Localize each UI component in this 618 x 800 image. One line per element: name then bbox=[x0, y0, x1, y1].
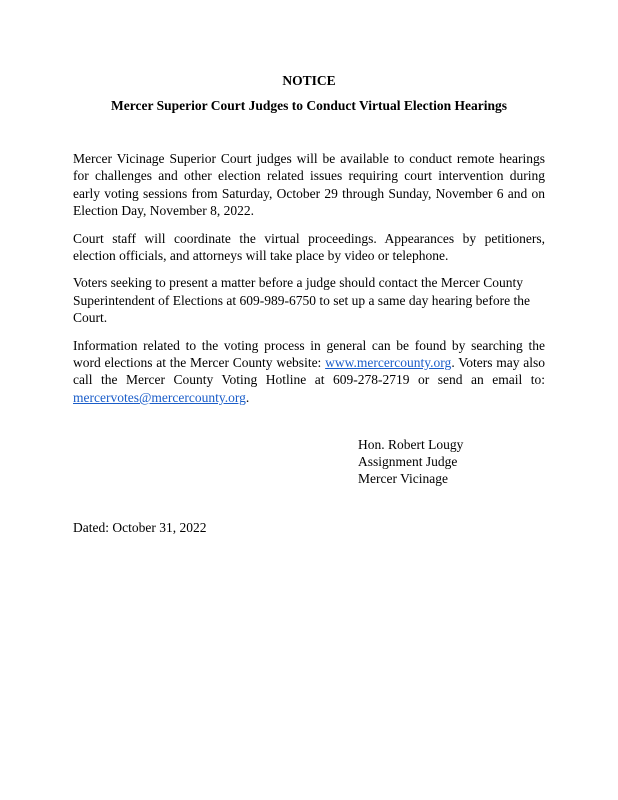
signature-role: Assignment Judge bbox=[358, 454, 458, 469]
voting-info-text-1: Information related to the voting process in general can be found by searching the word elections at the Mercer County website: bbox=[73, 337, 545, 371]
paragraph-contact-superintendent: Voters seeking to present a matter before a judge should contact the Mercer County Superintendent of Elections at 609-989-6750 to set up a same day hearing before the Court. bbox=[73, 275, 530, 326]
signature-name: Hon. Robert Lougy bbox=[358, 437, 464, 452]
voting-info-text-3: . bbox=[245, 389, 250, 405]
paragraph-court-staff: Court staff will coordinate the virtual proceedings. Appearances by petitioners, election officials, and attorneys will take place by video or telephone. bbox=[73, 230, 545, 264]
paragraph-voting-information bbox=[73, 337, 545, 407]
notice-heading: NOTICE bbox=[282, 73, 336, 88]
voting-info-text-2: . Voters may also call the Mercer County Voting Hotline at 609-278-2719 or send an email to: bbox=[73, 355, 545, 388]
email-link[interactable]: mercervotes@mercercounty.org bbox=[73, 389, 246, 405]
county-website-link[interactable]: www.mercercounty.org bbox=[325, 355, 452, 371]
notice-title: Mercer Superior Court Judges to Conduct Virtual Election Hearings bbox=[111, 98, 507, 113]
paragraph-remote-hearings: Mercer Vicinage Superior Court judges will be available to conduct remote hearings for challenges and other election related issues requiring court intervention during early voting sessions from Saturday, October 29 through Sunday, November 6 and on Election Day, November 8, 2022. bbox=[73, 151, 545, 219]
dated-line: Dated: October 31, 2022 bbox=[73, 520, 207, 535]
signature-block bbox=[358, 436, 463, 487]
notice-body bbox=[73, 150, 545, 416]
signature-court: Mercer Vicinage bbox=[358, 471, 449, 486]
